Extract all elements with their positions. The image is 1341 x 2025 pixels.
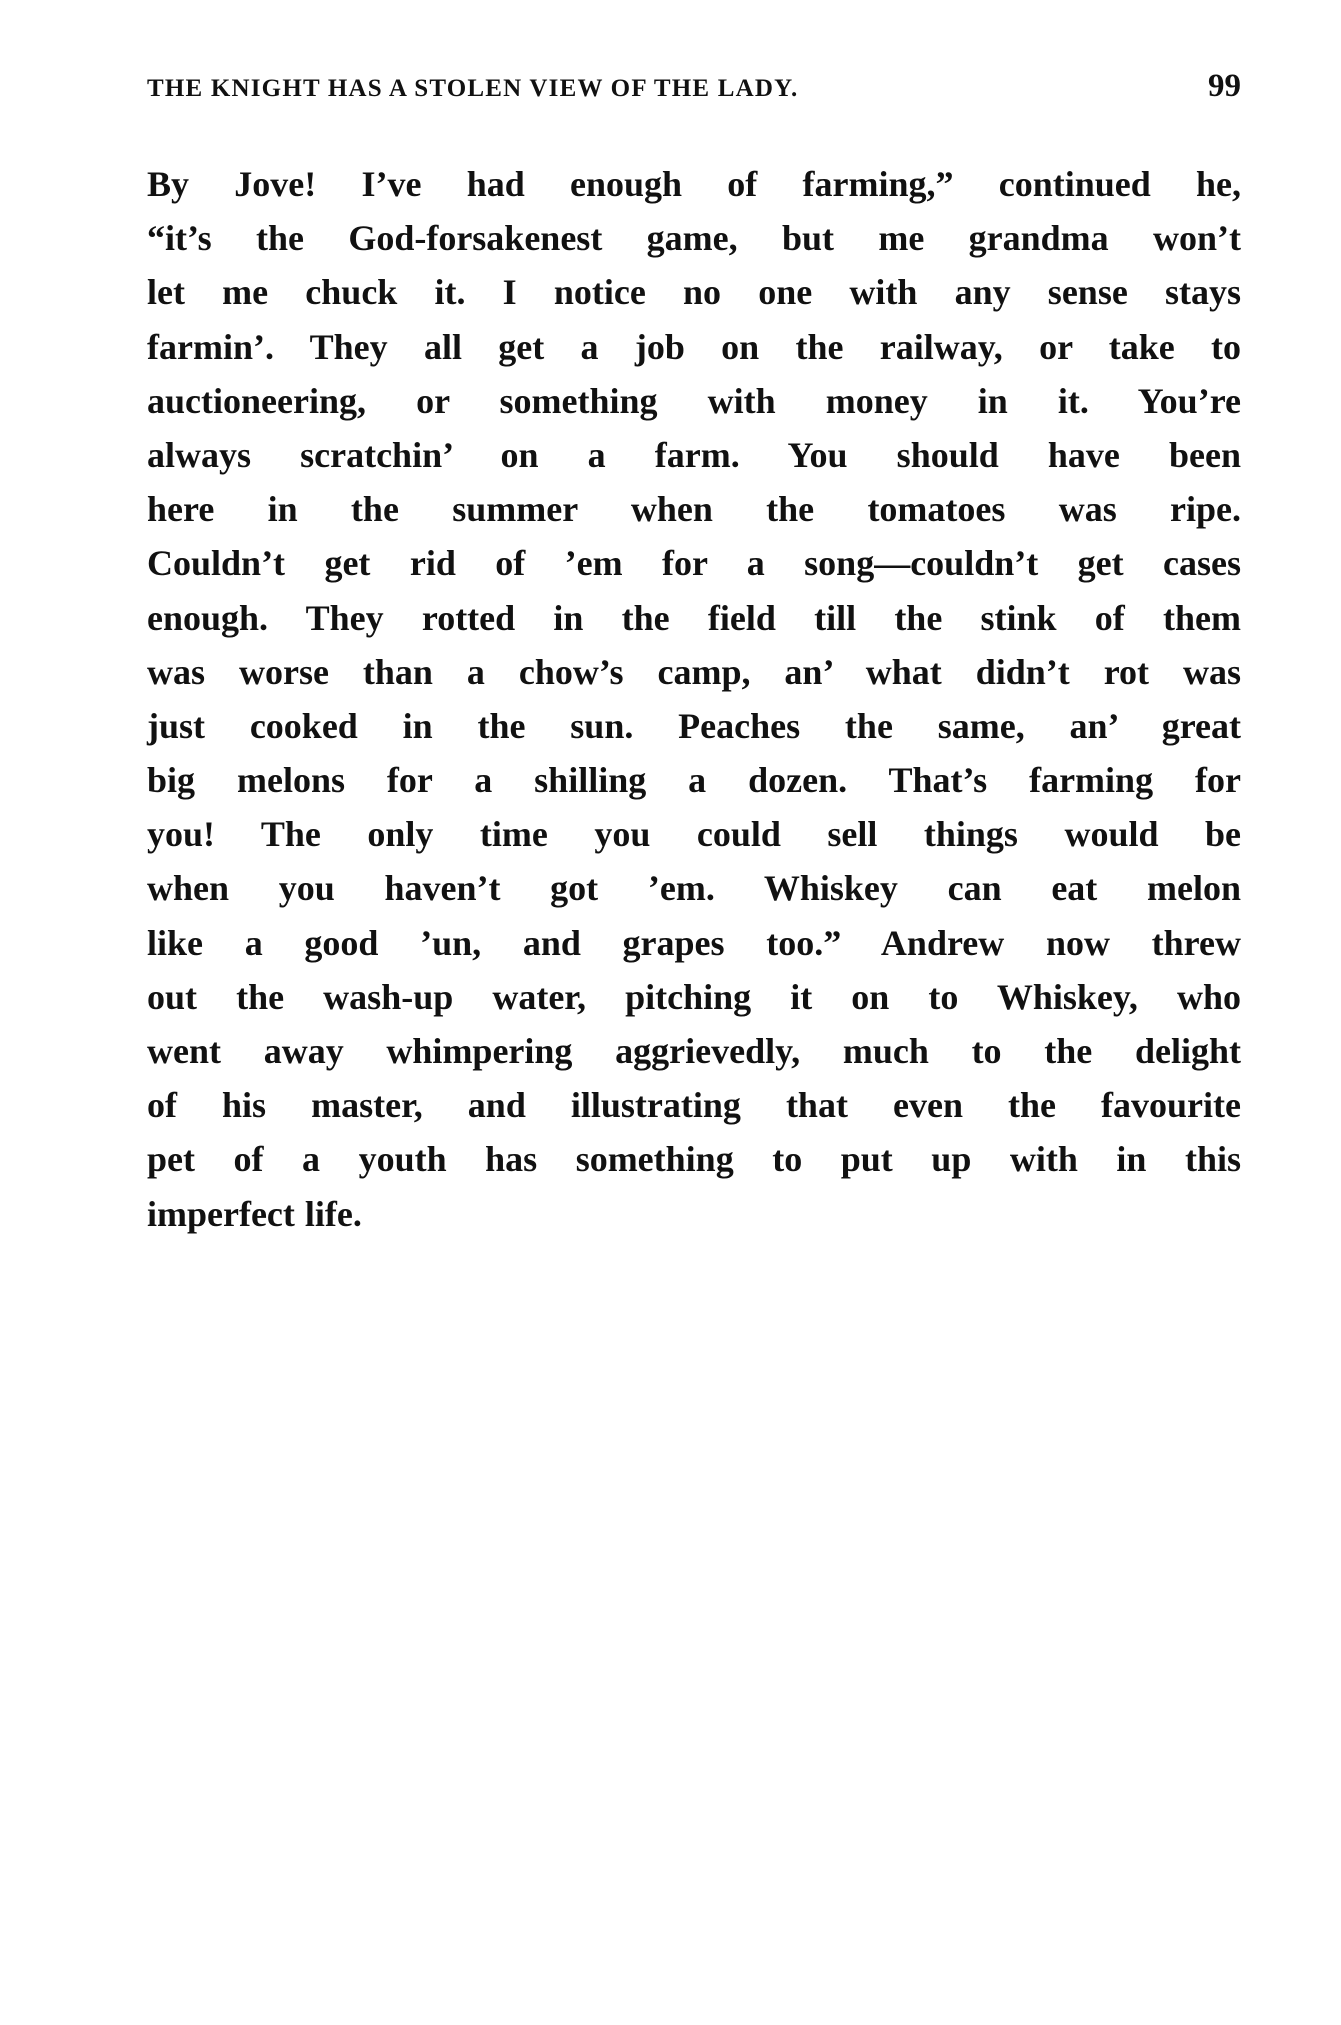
text-line: just cooked in the sun. Peaches the same, an’ great xyxy=(147,705,1241,746)
text-line: when you haven’t got ’em. Whiskey can eat melon xyxy=(147,868,1241,909)
text-line: By Jove! I’ve had enough of farming,” continued he, xyxy=(147,164,1241,204)
text-line: always scratchin’ on a farm. You should have been xyxy=(147,434,1241,475)
text-line: here in the summer when the tomatoes was ripe. xyxy=(147,489,1241,530)
running-header xyxy=(147,68,1241,108)
text-line: you! The only time you could sell things would be xyxy=(147,814,1241,855)
body-paragraph xyxy=(147,157,1241,1241)
text-line: farmin’. They all get a job on the railway, or take to xyxy=(147,326,1241,367)
text-line: out the wash-up water, pitching it on to Whiskey, who xyxy=(147,976,1241,1017)
text-line: “it’s the God-forsakenest game, but me grandma won’t xyxy=(147,218,1241,259)
text-line: let me chuck it. I notice no one with any sense stays xyxy=(147,272,1241,313)
text-line: of his master, and illustrating that even the favourite xyxy=(147,1085,1241,1126)
text-line: Couldn’t get rid of ’em for a song—couldn’t get cases xyxy=(147,543,1241,584)
text-line: big melons for a shilling a dozen. That’s farming for xyxy=(147,760,1241,801)
text-line: pet of a youth has something to put up with in this xyxy=(147,1139,1241,1180)
text-line-last: imperfect life. xyxy=(147,1193,362,1234)
text-line: like a good ’un, and grapes too.” Andrew now threw xyxy=(147,922,1241,963)
text-line: enough. They rotted in the field till the stink of them xyxy=(147,597,1241,638)
text-line: went away whimpering aggrievedly, much to the delight xyxy=(147,1031,1241,1071)
text-line: was worse than a chow’s camp, an’ what didn’t rot was xyxy=(147,651,1241,692)
text-line: auctioneering, or something with money in it. You’re xyxy=(147,380,1241,421)
page-number: 99 xyxy=(1208,68,1241,104)
running-title: THE KNIGHT HAS A STOLEN VIEW OF THE LADY. xyxy=(147,75,799,102)
